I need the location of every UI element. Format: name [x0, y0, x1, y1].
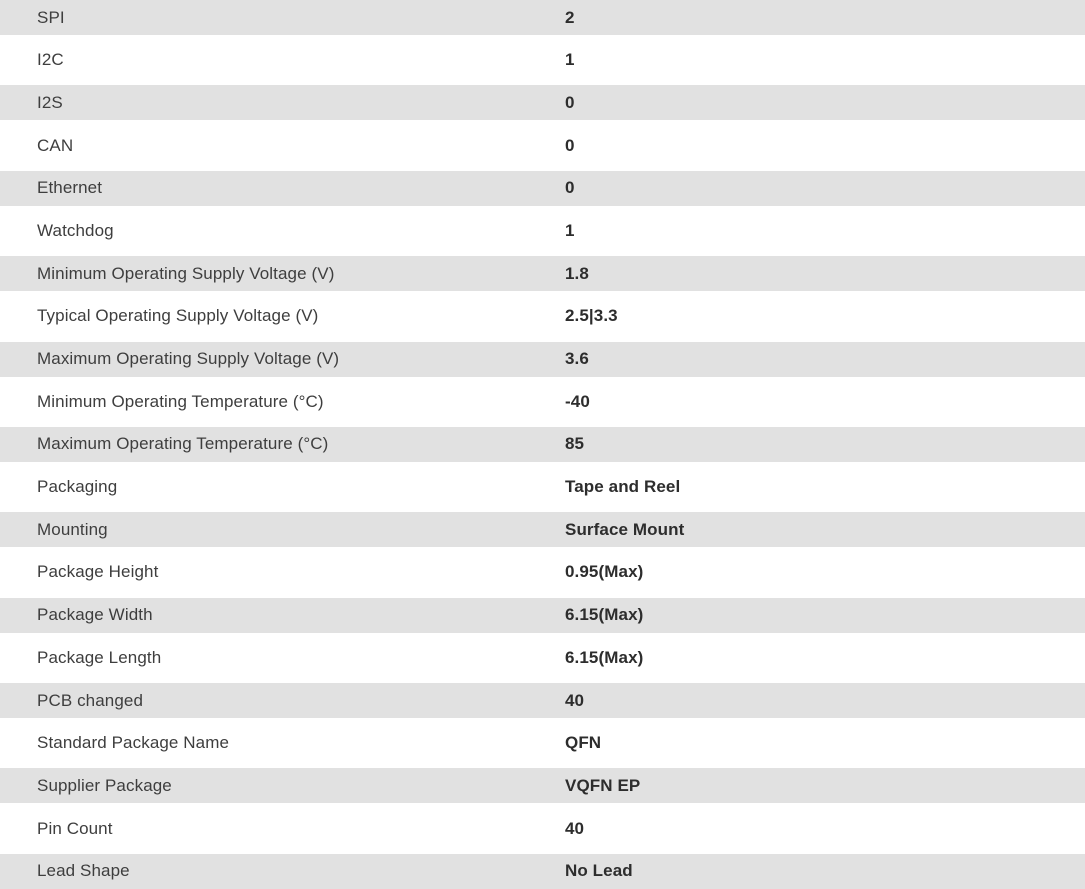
spec-value: 3.6: [565, 349, 589, 368]
spec-label: Pin Count: [37, 818, 113, 838]
spec-row: [0, 299, 1085, 334]
spec-value: 1: [565, 220, 575, 240]
spec-row: [0, 427, 1085, 462]
spec-row: [0, 768, 1085, 803]
spec-row: [0, 342, 1085, 377]
spec-value: 6.15(Max): [565, 647, 644, 667]
spec-value: 6.15(Max): [565, 605, 644, 625]
spec-label: Minimum Operating Temperature (°C): [37, 391, 324, 411]
spec-label: Packaging: [37, 477, 118, 497]
spec-value: 0: [565, 92, 575, 112]
spec-value: 2: [565, 7, 575, 27]
spec-row: [0, 640, 1085, 675]
spec-value: 0: [565, 178, 575, 198]
spec-value: 1.8: [565, 263, 589, 283]
spec-value: 40: [565, 818, 585, 838]
spec-label: SPI: [37, 7, 65, 27]
spec-row: [0, 854, 1085, 889]
spec-label: Mounting: [37, 519, 108, 539]
spec-row: [0, 128, 1085, 163]
spec-row: [0, 555, 1085, 590]
spec-label: PCB changed: [37, 690, 144, 710]
spec-label: I2C: [37, 50, 64, 70]
spec-value: 0: [565, 135, 575, 155]
spec-value: Tape and Reel: [565, 477, 681, 497]
spec-row: [0, 0, 1085, 35]
spec-row: [0, 213, 1085, 248]
spec-value: 40: [565, 690, 585, 710]
spec-row: [0, 256, 1085, 291]
spec-value: 2.5|3.3: [565, 306, 618, 326]
spec-value: -40: [565, 391, 590, 411]
spec-label: Typical Operating Supply Voltage (V): [37, 306, 319, 326]
spec-label: Standard Package Name: [37, 733, 230, 753]
spec-row: [0, 171, 1085, 206]
spec-row: [0, 811, 1085, 846]
spec-label: Maximum Operating Supply Voltage (V): [37, 349, 340, 368]
spec-row: [0, 683, 1085, 718]
spec-label: Package Length: [37, 647, 162, 667]
spec-row: [0, 384, 1085, 419]
spec-row: [0, 598, 1085, 633]
spec-row: [0, 512, 1085, 547]
spec-label: Maximum Operating Temperature (°C): [37, 434, 329, 454]
spec-label: Watchdog: [37, 220, 114, 240]
spec-row: [0, 726, 1085, 761]
spec-label: Ethernet: [37, 178, 103, 198]
spec-value: VQFN EP: [565, 775, 641, 795]
spec-label: Lead Shape: [37, 861, 130, 881]
spec-row: [0, 85, 1085, 120]
spec-label: Package Height: [37, 562, 159, 582]
spec-value: Surface Mount: [565, 519, 685, 539]
spec-label: Supplier Package: [37, 775, 172, 795]
spec-label: Minimum Operating Supply Voltage (V): [37, 263, 335, 283]
spec-value: QFN: [565, 733, 602, 753]
spec-value: No Lead: [565, 861, 633, 881]
spec-label: I2S: [37, 92, 63, 112]
spec-row: [0, 43, 1085, 78]
spec-label: CAN: [37, 135, 74, 155]
spec-row: [0, 470, 1085, 505]
spec-label: Package Width: [37, 605, 153, 625]
spec-value: 1: [565, 50, 575, 70]
spec-value: 0.95(Max): [565, 562, 644, 582]
spec-value: 85: [565, 434, 585, 454]
